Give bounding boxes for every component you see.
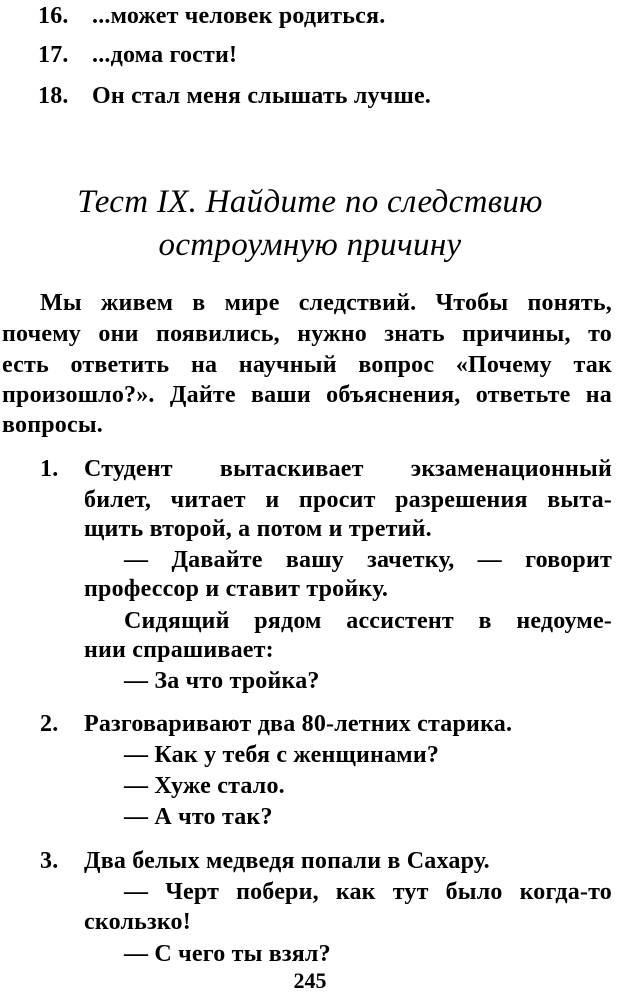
intro-line: Мы живем в мире следствий. Чтобы понять,: [40, 290, 612, 316]
item-line: билет, читает и просит разрешения выта-: [84, 487, 612, 513]
item-line: — Черт побери, как тут было когда-то: [124, 879, 612, 905]
item-line: нии спрашивает:: [84, 637, 274, 663]
item-line: щить второй, а потом и третий.: [84, 516, 432, 542]
list-item-text: Он стал меня слышать лучше.: [92, 83, 432, 109]
item-line: — Как у тебя с женщинами?: [124, 742, 440, 768]
list-item-text: ...дома гости!: [92, 42, 238, 68]
item-line: Сидящий рядом ассистент в недоуме-: [124, 608, 612, 634]
intro-line: вопросы.: [2, 412, 103, 438]
intro-line: есть ответить на научный вопрос «Почему так: [2, 352, 612, 378]
item-line: профессор и ставит тройку.: [84, 576, 389, 602]
item-line: Разговаривают два 80-летних старика.: [84, 711, 513, 737]
item-line: Студент вытаскивает экзаменационный: [84, 456, 612, 482]
item-line: — А что так?: [124, 804, 273, 830]
list-item: [38, 41, 69, 69]
list-item: [38, 82, 69, 110]
section-title-line-2: остроумную причину: [158, 227, 462, 263]
intro-line: почему они появились, нужно знать причины, то: [2, 321, 612, 347]
item-line: — С чего ты взял?: [124, 941, 331, 967]
item-number: 1.: [40, 456, 59, 482]
page-number: 245: [293, 968, 327, 993]
item-line: — Хуже стало.: [124, 773, 285, 799]
item-line: Два белых медведя попали в Сахару.: [84, 848, 490, 874]
item-number: 2.: [40, 711, 59, 737]
list-number: 17.: [38, 42, 69, 68]
list-number: 18.: [38, 83, 69, 109]
list-number: 16.: [38, 3, 69, 29]
intro-line: произошло?». Дайте ваши объяснения, ответьте на: [2, 382, 612, 408]
item-line: скользко!: [84, 909, 191, 935]
item-line: — За что тройка?: [124, 668, 320, 694]
item-line: — Давайте вашу зачетку, — говорит: [124, 547, 612, 573]
list-item-text: ...может человек родиться.: [92, 3, 386, 29]
section-title-line-1: Тест IX. Найдите по следствию: [77, 184, 543, 220]
item-number: 3.: [40, 848, 59, 874]
list-item: [38, 2, 69, 30]
